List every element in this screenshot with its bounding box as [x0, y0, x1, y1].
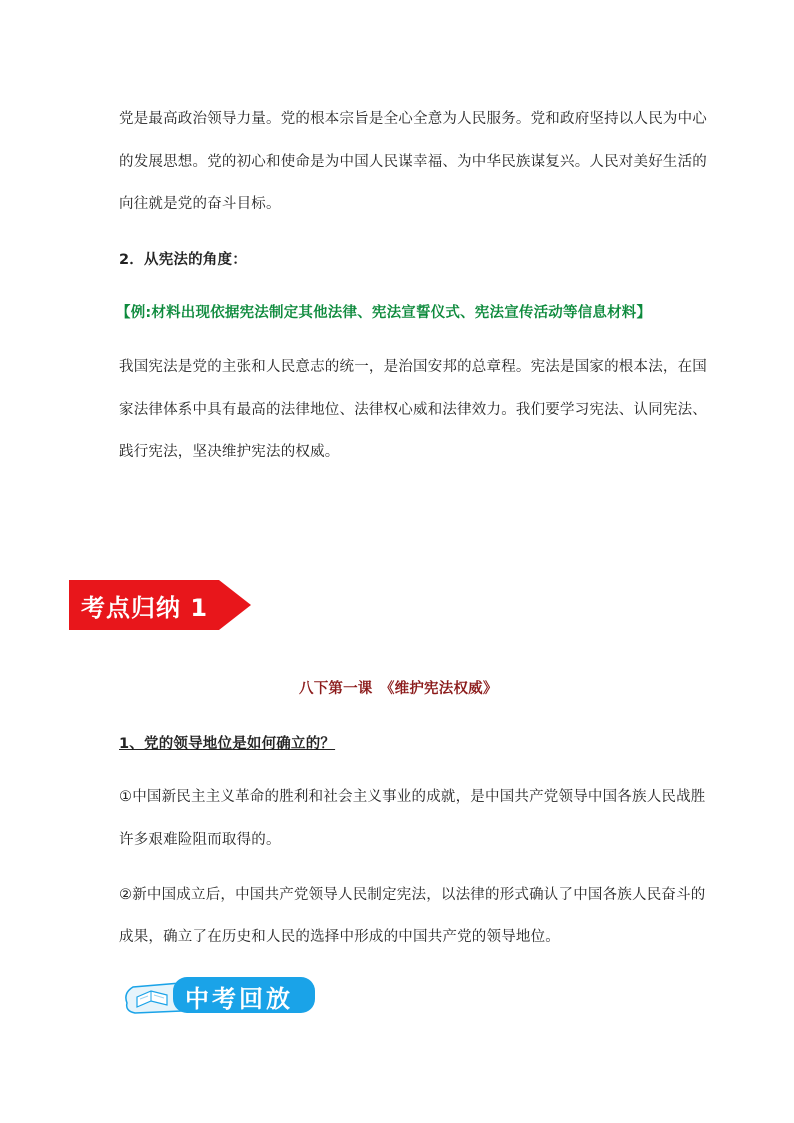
point-line: ②新中国成立后，中国共产党领导人民制定宪法，以法律的形式确认了中国各族人民奋斗的 [119, 887, 706, 903]
paragraph-line: 的发展思想。党的初心和使命是为中国人民谋幸福、为中华民族谋复兴。人民对美好生活的 [119, 154, 707, 170]
paragraph-line: 践行宪法，坚决维护宪法的权威。 [119, 444, 340, 460]
banner-label: 考点归纳 1 [81, 594, 209, 622]
paragraph-line: 党是最高政治领导力量。党的根本宗旨是全心全意为人民服务。党和政府坚持以人民为中心 [119, 111, 707, 127]
paragraph-line: 家法律体系中具有最高的法律地位、法律权心威和法律效力。我们要学习宪法、认同宪法、 [119, 402, 707, 418]
paragraph-line: 向往就是党的奋斗目标。 [119, 196, 281, 212]
point-line: 成果，确立了在历史和人民的选择中形成的中国共产党的领导地位。 [119, 929, 560, 945]
review-badge-label: 中考回放 [185, 985, 293, 1013]
example-note: 【例:材料出现依据宪法制定其他法律、宪法宣誓仪式、宪法宣传活动等信息材料】 [116, 305, 652, 321]
lesson-title: 八下第一课 《维护宪法权威》 [299, 681, 498, 697]
point-line: ①中国新民主主义革命的胜利和社会主义事业的成就，是中国共产党领导中国各族人民战胜 [119, 789, 706, 805]
key-points-banner [69, 578, 251, 631]
exam-review-badge [121, 975, 317, 1017]
section-heading: 2．从宪法的角度： [119, 252, 247, 268]
question-heading: 1、党的领导地位是如何确立的？ [119, 736, 336, 752]
paragraph-line: 我国宪法是党的主张和人民意志的统一，是治国安邦的总章程。宪法是国家的根本法，在国 [119, 359, 707, 375]
point-line: 许多艰难险阻而取得的。 [119, 832, 281, 848]
